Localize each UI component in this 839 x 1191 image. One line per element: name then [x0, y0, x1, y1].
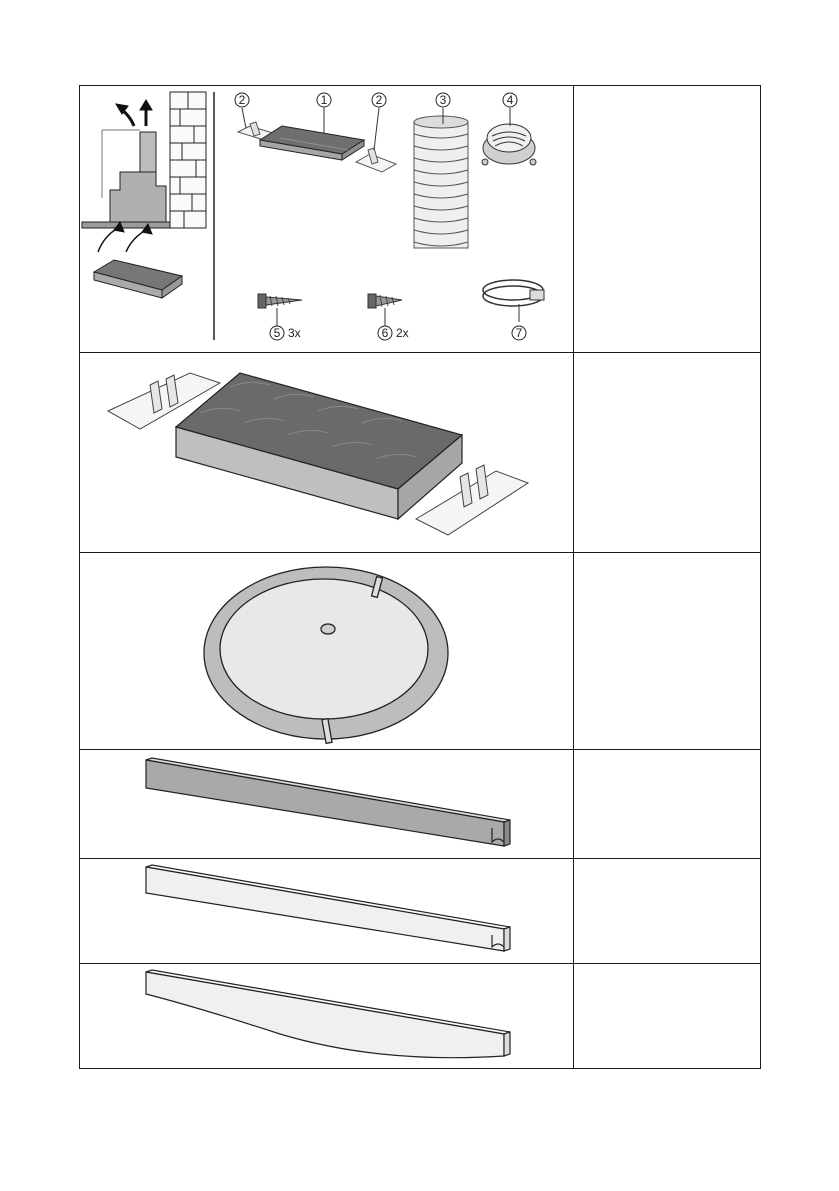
round-cover-illustration [80, 553, 573, 749]
quantity-label-5: 3x [288, 326, 301, 340]
quantity-label-6: 2x [396, 326, 409, 340]
svg-text:3: 3 [439, 93, 447, 107]
overview-illustration [80, 86, 573, 352]
callout-6 [378, 326, 392, 340]
charcoal-filter-illustration [80, 353, 573, 552]
parts-table [79, 85, 761, 1069]
table-row-filter [80, 353, 761, 553]
table-row-round-cover [80, 553, 761, 750]
overview-illustration-cell [80, 86, 574, 353]
callout-2-right [372, 93, 386, 107]
table-row-overview [80, 86, 761, 353]
table-row-strip-curved [80, 964, 761, 1069]
callout-3 [436, 93, 450, 107]
brick-wall-icon [170, 92, 206, 228]
filter-description-cell [574, 353, 761, 553]
trim-strip-curved-icon [146, 970, 510, 1058]
charcoal-filter-small [260, 126, 364, 160]
callout-1 [317, 93, 331, 107]
strip-dark-description-cell [574, 750, 761, 859]
svg-text:2: 2 [238, 93, 246, 107]
charcoal-filter-icon [176, 373, 462, 519]
callout-5 [270, 326, 284, 340]
flexible-duct-icon [414, 116, 468, 248]
round-cover-description-cell [574, 553, 761, 750]
table-row-strip-light [80, 859, 761, 964]
round-grille-icon [482, 124, 536, 165]
svg-text:7: 7 [515, 326, 523, 340]
svg-text:6: 6 [381, 326, 389, 340]
trim-strip-light-icon [146, 865, 510, 951]
svg-text:2: 2 [375, 93, 383, 107]
strip-dark-illustration-cell [80, 750, 574, 859]
filter-thumbnail [94, 260, 182, 298]
trim-strip-dark-icon [146, 758, 510, 846]
svg-text:1: 1 [320, 93, 328, 107]
strip-curved-description-cell [574, 964, 761, 1069]
strip-curved-illustration-cell [80, 964, 574, 1069]
hood-diagram [82, 130, 170, 228]
round-cover-illustration-cell [80, 553, 574, 750]
strip-light-illustration-cell [80, 859, 574, 964]
mounting-clip-right [356, 148, 396, 172]
trim-strip-light-illustration [80, 859, 573, 963]
svg-text:4: 4 [506, 93, 514, 107]
hose-clamp-icon [483, 280, 544, 322]
callout-7 [512, 326, 526, 340]
trim-strip-curved-illustration [80, 964, 573, 1068]
round-cover-icon [204, 567, 448, 743]
filter-illustration-cell [80, 353, 574, 553]
callout-2-left [235, 93, 249, 107]
table-row-strip-dark [80, 750, 761, 859]
overview-description-cell [574, 86, 761, 353]
strip-light-description-cell [574, 859, 761, 964]
callout-4 [503, 93, 517, 107]
trim-strip-dark-illustration [80, 750, 573, 858]
screw-icon-short [368, 294, 402, 308]
screw-icon [258, 294, 302, 308]
svg-text:5: 5 [273, 326, 281, 340]
